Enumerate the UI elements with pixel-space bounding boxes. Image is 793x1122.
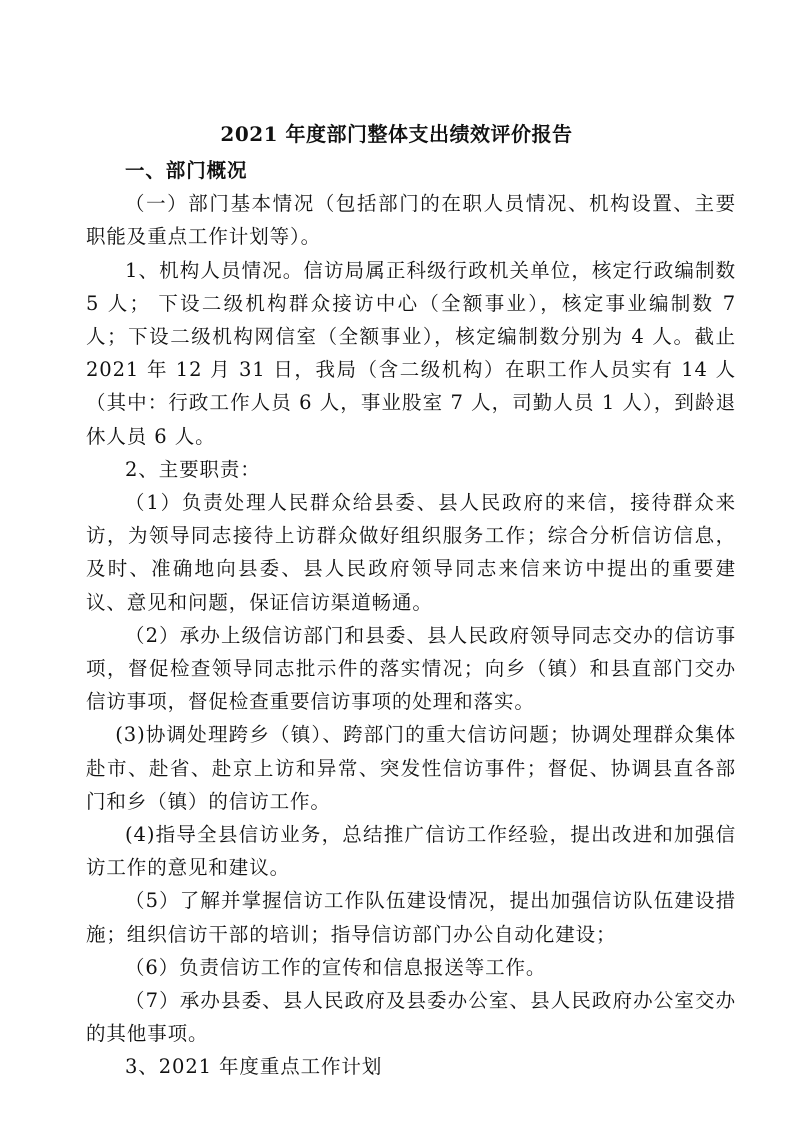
duty-item: (3)协调处理跨乡（镇）、跨部门的重大信访问题；协调处理群众集体赴市、赴省、赴京上访和异常、突发性信访事件；督促、协调县直各部门和乡（镇）的信访工作。	[86, 723, 736, 813]
subsection-heading: （一）部门基本情况（包括部门的在职人员情况、机构设置、主要职能及重点工作计划等）。	[86, 192, 736, 249]
document-body	[86, 154, 736, 1084]
duty-item: (4)指导全县信访业务，总结推广信访工作经验，提出改进和加强信访工作的意见和建议。	[86, 823, 736, 880]
paragraph-staffing: 1、机构人员情况。信访局属正科级行政机关单位，核定行政编制数 5 人； 下设二级机构群众接访中心（全额事业），核定事业编制数 7 人；下设二级机构网信室（全额事业），核定编制数分别为 4 人。截止 2021 年 12 月 31 日，我局（含二级机构）在职工作人员实有 14 人（其中：行政工作人员 6 人，事业股室 7 人，司勤人员 1 人），到龄退休人员 6 人。	[86, 258, 736, 448]
paragraph-plan-heading: 3、2021 年度重点工作计划	[125, 1055, 383, 1079]
duty-item: （5）了解并掌握信访工作队伍建设情况，提出加强信访队伍建设措施；组织信访干部的培训；指导信访部门办公自动化建设；	[86, 889, 736, 946]
document-title: 2021 年度部门整体支出绩效评价报告	[220, 122, 573, 146]
duty-item: （2）承办上级信访部门和县委、县人民政府领导同志交办的信访事项，督促检查领导同志批示件的落实情况；向乡（镇）和县直部门交办信访事项，督促检查重要信访事项的处理和落实。	[86, 623, 736, 714]
duty-item: （6）负责信访工作的宣传和信息报送等工作。	[125, 955, 547, 979]
duty-item: （7）承办县委、县人民政府及县委办公室、县人民政府办公室交办的其他事项。	[86, 989, 736, 1046]
section-heading: 一、部门概况	[125, 159, 248, 182]
paragraph-duties-heading: 2、主要职责：	[125, 457, 261, 481]
duty-item: （1）负责处理人民群众给县委、县人民政府的来信，接待群众来访，为领导同志接待上访群众做好组织服务工作；综合分析信访信息，及时、准确地向县委、县人民政府领导同志来信来访中提出的重要建议、意见和问题，保证信访渠道畅通。	[86, 491, 736, 614]
